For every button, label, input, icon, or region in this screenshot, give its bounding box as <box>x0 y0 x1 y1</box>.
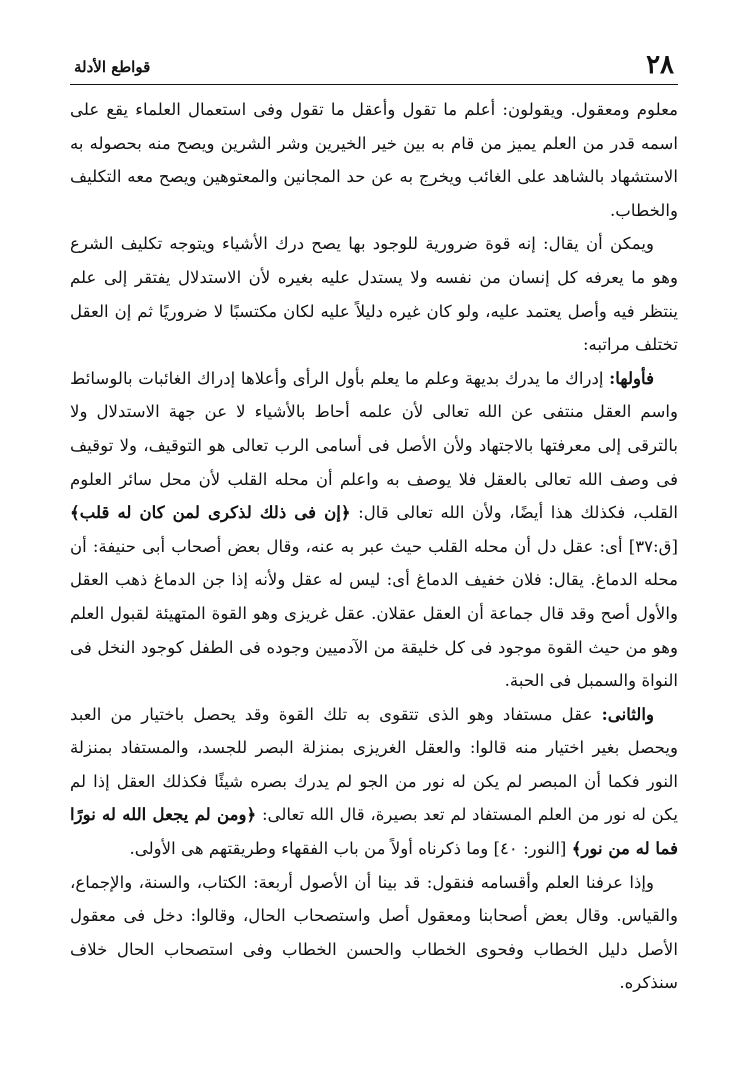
paragraph-text: وإذا عرفنا العلم وأقسامه فنقول: قد بينا أن الأصول أربعة: الكتاب، والسنة، والإجماع، والقياس. وقال بعض أصحابنا ومعقول أصل واستصحاب الحال، وقالوا: دخل فى معقول الأصل دليل الخطاب وفحوى الخطاب والحسن الخطاب وفى استصحاب الحال خلاف سنذكره. <box>70 872 678 993</box>
page-body <box>70 93 678 1000</box>
quran-quote: ﴿ومن لم يجعل الله له نورًا فما له من نور﴾ <box>70 804 678 859</box>
paragraph-faculty <box>70 227 678 361</box>
paragraph-text-continued: [النور: ٤٠] وما ذكرناه أولاً من باب الفقهاء وطريقتهم هى الأولى. <box>129 839 572 859</box>
paragraph-text-continued: [ق:٣٧] أى: عقل دل أن محله القلب حيث عبر به عنه، وقال بعض أصحاب أبى حنيفة: أن محله الدماغ. يقال: فلان خفيف الدماغ أى: ليس له عقل ولأنه إذا جن الدماغ ذهب العقل والأول أصح وقد قال جماعة أن العقل عقلان. عقل غريزى وهو القوة المتهيئة لقبول العلم وهو من حيث القوة موجود فى كل خليقة من الآدميين وجوده فى الطفل كوجود النخل فى النواة والسمبل فى الحبة. <box>70 536 678 691</box>
running-title: قواطع الأدلة <box>74 58 151 76</box>
paragraph-text: ويمكن أن يقال: إنه قوة ضرورية للوجود بها يصح درك الأشياء ويتوجه تكليف الشرع وهو ما يعرفه كل إنسان من نفسه ولا يستدل عليه بغيره لأن الاستدلال يفتقر إلى علم ينتظر فيه وأصل يعتمد عليه، ولو كان غيره دليلاً عليه لكان مكتسبًا لا ضروريًا ثم إن العقل تختلف مراتبه: <box>70 234 678 355</box>
paragraph-first-rank <box>70 362 678 698</box>
paragraph-text: إدراك ما يدرك بديهة وعلم ما يعلم بأول الرأى وأعلاها إدراك الغائبات بالوسائط واسم العقل منتفى عن الله تعالى لأن علمه أحاط بالأشياء لا عن جهة الاستدلال ولا بالترقى إلى معرفتها بالاجتهاد ولأن الأصل فى أسامى الرب تعالى هو التوقيف، ولا توقيف فى وصف الله تعالى بالعقل فلا يوصف به واعلم أن محله القلب لأن محل سائر العلوم القلب، فكذلك هذا أيضًا، ولأن الله تعالى قال: <box>70 368 678 523</box>
quran-quote: ﴿إن فى ذلك لذكرى لمن كان له قلب﴾ <box>70 502 351 523</box>
paragraph-lead: والثانى: <box>601 703 654 724</box>
paragraph-sources <box>70 866 678 1000</box>
paragraph-second-rank <box>70 698 678 866</box>
paragraph-text: عقل مستفاد وهو الذى تتقوى به تلك القوة وقد يحصل باختيار من العبد ويحصل بغير اختيار منه قالوا: والعقل الغريزى بمنزلة البصر للجسد، والمستفاد بمنزلة النور فكما أن المبصر لم يكن له نور من الجو لم يدرك بصره شيئًا فكذلك العقل إذا لم يكن له نور من العلم المستفاد لم تعد بصيرة، قال الله تعالى: <box>70 704 679 825</box>
page-number: ٢٨ <box>646 50 674 80</box>
paragraph-text: معلوم ومعقول. ويقولون: أعلم ما تقول وأعقل ما تقول وفى استعمال العلماء يقع على اسمه قدر من العلم يميز من قام به بين خير الخيرين وشر الشرين ويصح منه بحصوله به الاستشهاد بالشاهد على الغائب ويخرج به عن حد المجانين والمعتوهين ويصح معه التكليف والخطاب. <box>70 100 678 220</box>
paragraph-lead: فأولها: <box>609 367 654 388</box>
paragraph-definition <box>70 93 678 227</box>
page-header <box>70 52 678 85</box>
